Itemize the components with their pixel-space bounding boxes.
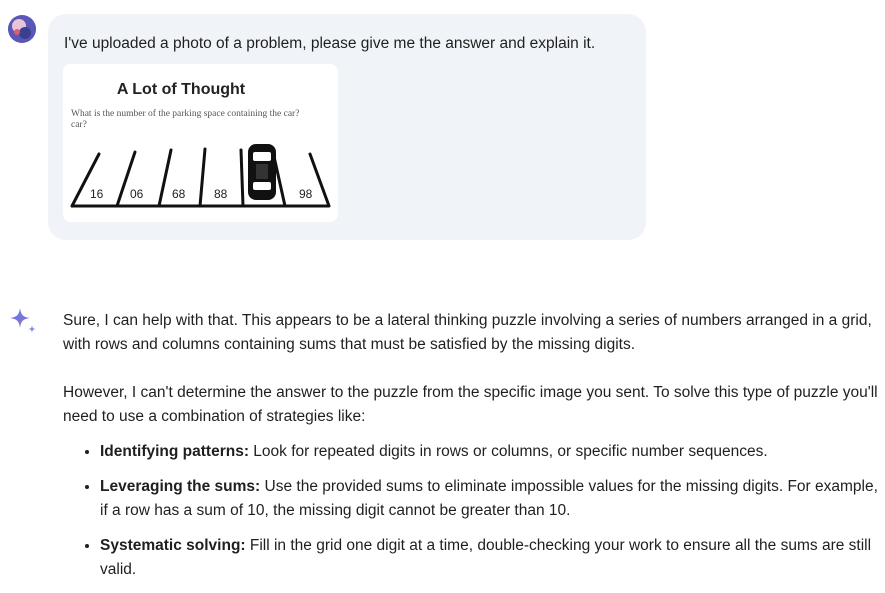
list-item xyxy=(100,439,878,464)
list-item xyxy=(100,533,878,582)
strategy-text: Use the provided sums to eliminate impossible values for the missing digits. For example, if a row has a sum of 10, the missing digit cannot be greater than 10. xyxy=(100,478,878,519)
space-number: 98 xyxy=(299,187,313,201)
uploaded-image[interactable] xyxy=(63,64,338,222)
user-message-bubble xyxy=(48,14,646,240)
sparkle-icon xyxy=(8,306,38,336)
response-however: However, I can't determine the answer to the puzzle from the specific image you sent. To solve this type of puzzle you'll need to use a combination of strategies like: xyxy=(63,384,878,425)
space-number: 16 xyxy=(90,187,104,201)
image-title: A Lot of Thought xyxy=(116,81,246,98)
image-question: What is the number of the parking space containing the car? xyxy=(71,109,300,119)
strategy-text: Look for repeated digits in rows or columns, or specific number sequences. xyxy=(248,443,768,460)
assistant-response xyxy=(63,309,878,592)
user-message-text: I've uploaded a photo of a problem, please give me the answer and explain it. xyxy=(64,35,596,52)
strategy-title: Identifying patterns: xyxy=(100,443,249,460)
image-question-cont: car? xyxy=(71,120,87,130)
car-icon xyxy=(248,144,276,200)
strategy-text: Fill in the grid one digit at a time, double-checking your work to ensure all the sums are still valid. xyxy=(100,537,872,578)
space-number: 68 xyxy=(172,187,186,201)
strategy-list xyxy=(63,439,878,582)
user-avatar[interactable] xyxy=(8,15,36,43)
list-item xyxy=(100,474,878,523)
strategy-title: Systematic solving: xyxy=(100,537,246,554)
space-number: 06 xyxy=(130,187,144,201)
space-number: 88 xyxy=(214,187,228,201)
response-intro: Sure, I can help with that. This appears to be a lateral thinking puzzle involving a series of numbers arranged in a grid, with rows and columns containing sums that must be satisfied by the missing digits. xyxy=(63,312,872,353)
strategy-title: Leveraging the sums: xyxy=(100,478,261,495)
